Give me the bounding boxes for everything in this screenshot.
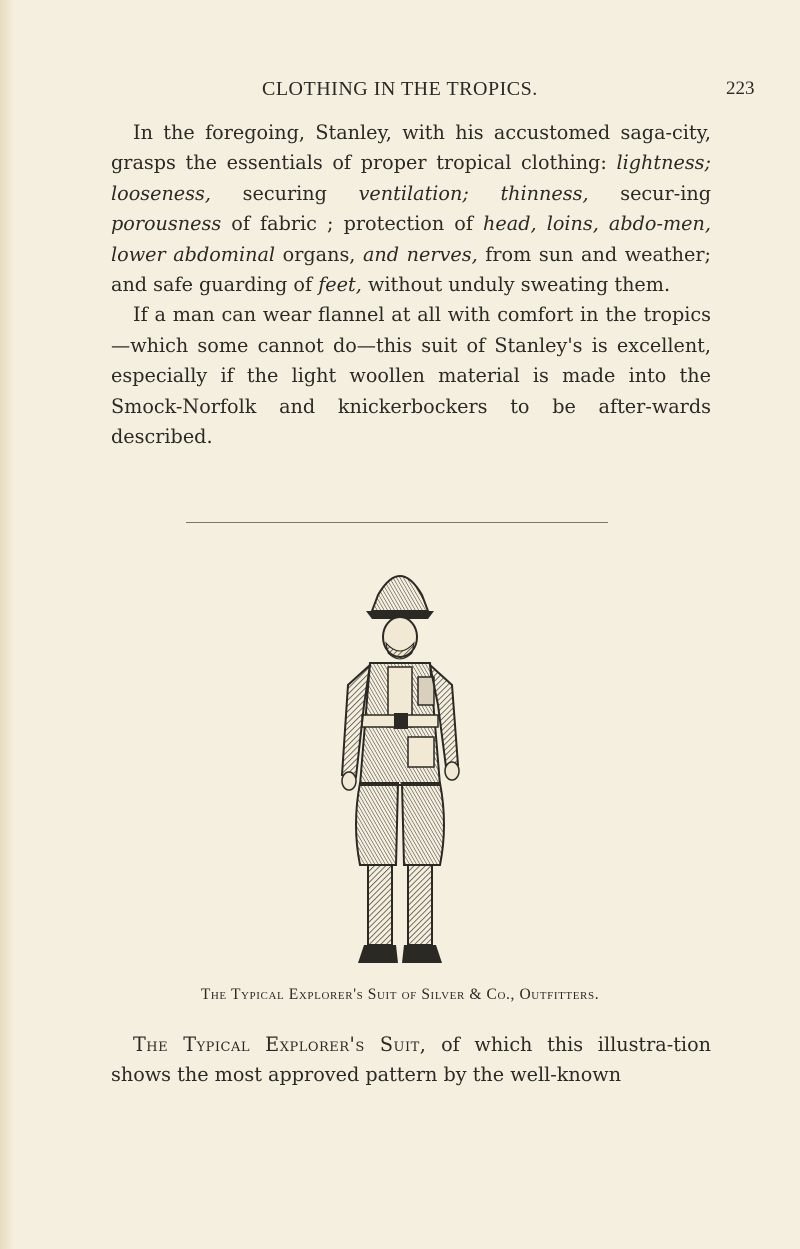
- text-run: secur-ing: [620, 181, 711, 205]
- page-edge: [0, 0, 14, 1249]
- page-number: 223: [726, 78, 755, 99]
- paragraph-3: [111, 1030, 711, 1090]
- paragraph-1: [111, 118, 711, 300]
- text-run: of which this illustra-tion shows the most approved pattern by the well-known: [111, 1033, 711, 1086]
- text-run: In the foregoing, Stanley, with his accustomed saga-city, grasps the essentials of proper tropical clothing:: [111, 121, 711, 175]
- figure-caption: The Typical Explorer's Suit of Silver & Co., Outfitters.: [200, 986, 600, 1003]
- body-text: [111, 118, 711, 452]
- italic-run: feet,: [318, 273, 362, 297]
- italic-run: and nerves,: [362, 242, 478, 266]
- running-title: CLOTHING IN THE TROPICS.: [262, 78, 538, 100]
- explorer-figure-icon: [300, 555, 500, 975]
- text-run: of fabric ; protection of: [231, 212, 473, 236]
- italic-run: lightness; looseness,: [111, 151, 711, 205]
- text-run: without unduly sweating them.: [367, 273, 671, 297]
- text-run: from sun and weather; and safe guarding of: [111, 242, 711, 297]
- italic-run: head, loins, abdo-men, lower abdominal: [111, 212, 711, 266]
- text-run: organs,: [282, 242, 356, 266]
- italic-run: ventilation; thinness,: [358, 181, 589, 205]
- page-header: [0, 78, 800, 108]
- italic-run: porousness: [111, 212, 222, 236]
- body-text-continued: [111, 1030, 711, 1090]
- explorer-suit-illustration: [300, 555, 500, 975]
- lead-small-caps: The Typical Explorer's Suit,: [133, 1033, 427, 1056]
- text-run: securing: [242, 181, 327, 205]
- divider-rule: [186, 522, 608, 523]
- paragraph-2: If a man can wear flannel at all with comfort in the tropics—which some cannot do—this suit of Stanley's is excellent, especially if the light woollen material is made into the Smock-Norfolk and knickerbockers to be after-wards described.: [111, 303, 711, 449]
